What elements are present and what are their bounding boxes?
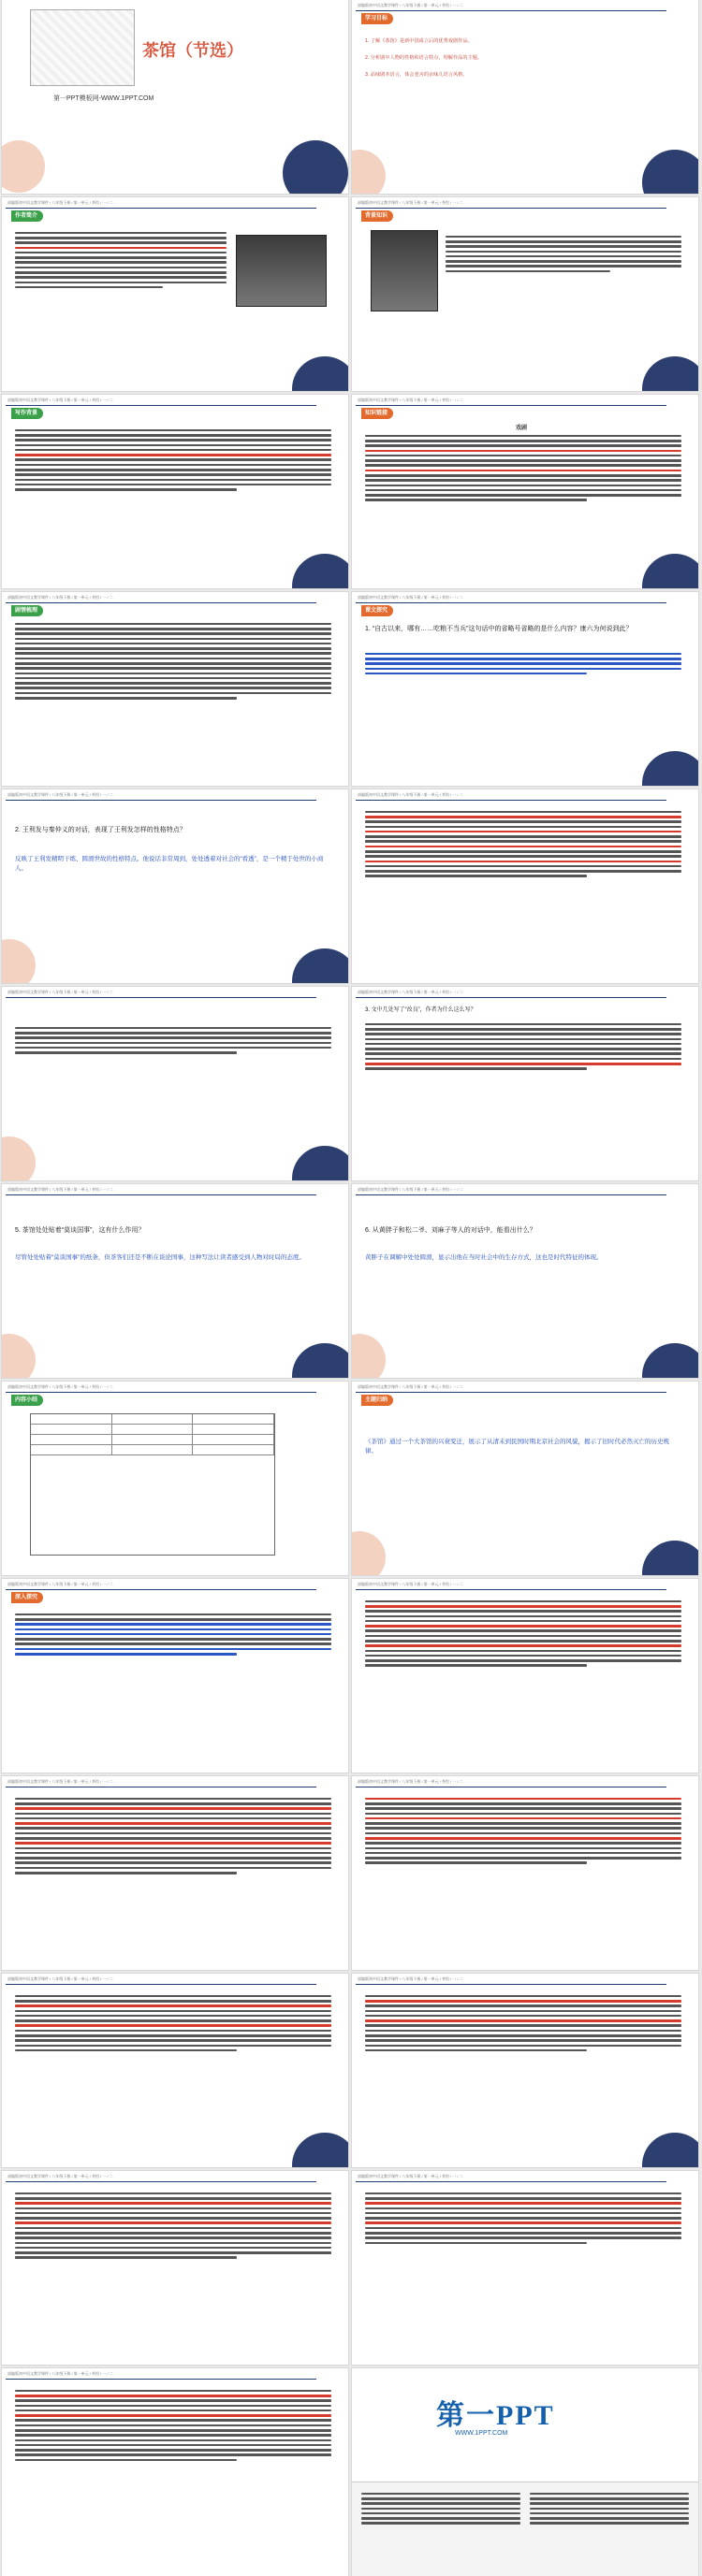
slide-text	[365, 1795, 681, 1867]
slide-title-text: 茶馆（节选）	[142, 41, 243, 60]
slide-header: 部编版初中语文教学课件 / 八年级下册 / 第一单元 / 茶馆 / 一 / 二	[7, 1384, 113, 1389]
objective-2: 2. 分析剧中人物的性格和语言特点，理解作品的主题。	[365, 55, 483, 61]
slide-header: 部编版初中语文教学课件 / 八年级下册 / 第一单元 / 茶馆 / 一 / 二	[358, 792, 463, 797]
characters-text	[365, 1598, 681, 1670]
question-text: 6. 从黄胖子和松二爷、刘麻子等人的对话中，能看出什么？	[365, 1227, 536, 1234]
slide-text-11b[interactable]	[352, 1974, 698, 2167]
slide-header: 部编版初中语文教学课件 / 八年级下册 / 第一单元 / 茶馆 / 一 / 二	[358, 1582, 463, 1586]
slide-header: 部编版初中语文教学课件 / 八年级下册 / 第一单元 / 茶馆 / 一 / 二	[358, 1187, 463, 1192]
slide-header: 部编版初中语文教学课件 / 八年级下册 / 第一单元 / 茶馆 / 一 / 二	[7, 595, 113, 600]
slide-knowledge[interactable]	[352, 395, 698, 588]
author-text	[15, 229, 227, 291]
answer-text: 黄胖子在调解中处处圆滑，显示出他在当时社会中的生存方式，这也是时代特征的体现。	[365, 1254, 603, 1261]
section-tag: 深入探究	[11, 1592, 43, 1603]
slide-title[interactable]	[2, 0, 348, 194]
summary-diagram	[30, 1413, 275, 1556]
slide-header: 部编版初中语文教学课件 / 八年级下册 / 第一单元 / 茶馆 / 一 / 二	[358, 990, 463, 994]
section-tag: 作者简介	[11, 210, 43, 222]
question-text: 3. 文中几处写了“改良”，作者为什么这么写？	[365, 1007, 476, 1013]
slide-text-11a[interactable]	[2, 1974, 348, 2167]
slide-text	[365, 2190, 681, 2247]
question-text: 5. 茶馆处处贴着“莫谈国事”，这有什么作用？	[15, 1227, 145, 1234]
answer-text	[365, 650, 681, 677]
slide-text	[15, 1992, 331, 2054]
background-photo	[371, 230, 438, 311]
knowledge-title: 戏剧	[516, 426, 528, 431]
slide-header: 部编版初中语文教学课件 / 八年级下册 / 第一单元 / 茶馆 / 一 / 二	[7, 398, 113, 402]
slide-writing-background[interactable]	[2, 395, 348, 588]
question-text: 1. “自古以来，哪有……吃粮不当兵”这句话中的省略号省略的是什么内容？康六为何说到此？	[365, 626, 633, 632]
slide-dialogue-table[interactable]	[352, 789, 698, 983]
slide-header: 部编版初中语文教学课件 / 八年级下册 / 第一单元 / 茶馆 / 一 / 二	[7, 1779, 113, 1784]
slide-inquiry-3[interactable]	[352, 987, 698, 1180]
plot-text	[15, 620, 331, 702]
slide-text-12a[interactable]	[2, 2171, 348, 2365]
list-text	[15, 1024, 331, 1056]
section-tag: 知识链接	[361, 408, 393, 419]
slide-deep-inquiry[interactable]	[2, 1579, 348, 1773]
slide-header: 部编版初中语文教学课件 / 八年级下册 / 第一单元 / 茶馆 / 一 / 二	[358, 595, 463, 600]
slide-header: 部编版初中语文教学课件 / 八年级下册 / 第一单元 / 茶馆 / 一 / 二	[358, 2174, 463, 2178]
footer-links	[352, 2482, 698, 2576]
slide-text	[365, 1992, 681, 2054]
section-tag: 课文探究	[361, 605, 393, 616]
background-text	[446, 233, 681, 275]
answer-text: 尽管处处贴着“莫谈国事”的纸条，但茶客们还是不断在谈论国事，这种写法让读者感受到人物对时局的态度。	[15, 1254, 305, 1261]
slide-header: 部编版初中语文教学课件 / 八年级下册 / 第一单元 / 茶馆 / 一 / 二	[7, 792, 113, 797]
slide-header: 部编版初中语文教学课件 / 八年级下册 / 第一单元 / 茶馆 / 一 / 二	[7, 1976, 113, 1981]
slide-text-13a[interactable]	[2, 2368, 348, 2576]
slide-text-12b[interactable]	[352, 2171, 698, 2365]
slide-background[interactable]	[352, 197, 698, 391]
question-text: 2. 王利发与秦仲义的对话，表现了王利发怎样的性格特点？	[15, 827, 186, 833]
section-tag: 背景知识	[361, 210, 393, 222]
slide-list[interactable]	[2, 987, 348, 1180]
slide-summary[interactable]	[2, 1382, 348, 1575]
objective-3: 3. 品味剧本语言，体会老舍的京味儿语言风格。	[365, 72, 468, 78]
slide-inquiry-6[interactable]	[352, 1184, 698, 1378]
slide-theme[interactable]	[352, 1382, 698, 1575]
slide-header: 部编版初中语文教学课件 / 八年级下册 / 第一单元 / 茶馆 / 一 / 二	[7, 200, 113, 205]
section-tag: 主题归纳	[361, 1395, 393, 1406]
slide-header: 部编版初中语文教学课件 / 八年级下册 / 第一单元 / 茶馆 / 一 / 二	[358, 3, 463, 7]
writing-background-text	[15, 427, 331, 493]
slide-header: 部编版初中语文教学课件 / 八年级下册 / 第一单元 / 茶馆 / 一 / 二	[7, 1187, 113, 1192]
slide-brand[interactable]	[352, 2368, 698, 2576]
slide-text-10a[interactable]	[2, 1776, 348, 1970]
author-photo	[236, 235, 327, 307]
slide-inquiry-5[interactable]	[2, 1184, 348, 1378]
section-tag: 剧情梳理	[11, 605, 43, 616]
dialogue-text	[365, 808, 681, 880]
slide-header: 部编版初中语文教学课件 / 八年级下册 / 第一单元 / 茶馆 / 一 / 二	[7, 2174, 113, 2178]
section-tag: 学习目标	[361, 13, 393, 24]
slide-characters[interactable]	[352, 1579, 698, 1773]
slide-objectives[interactable]	[352, 0, 698, 194]
slide-plot[interactable]	[2, 592, 348, 786]
slide-subtitle: 第一PPT模板网-WWW.1PPT.COM	[53, 95, 154, 102]
slide-text-10b[interactable]	[352, 1776, 698, 1970]
slide-header: 部编版初中语文教学课件 / 八年级下册 / 第一单元 / 茶馆 / 一 / 二	[358, 1384, 463, 1389]
slide-text	[15, 2387, 331, 2464]
teahouse-illustration	[30, 9, 135, 86]
brand-logo: 第一PPT	[436, 2400, 555, 2431]
knowledge-text	[365, 432, 681, 504]
deep-inquiry-text	[15, 1611, 331, 1657]
section-tag: 内容小结	[11, 1395, 43, 1406]
slide-inquiry-1[interactable]	[352, 592, 698, 786]
answer-text: 反映了王利发精明干练、圆滑世故的性格特点。他说话非常周到，处处透着对社会的“看透”，是一个精于处世的小商人。	[15, 856, 324, 872]
section-tag: 写作背景	[11, 408, 43, 419]
slide-header: 部编版初中语文教学课件 / 八年级下册 / 第一单元 / 茶馆 / 一 / 二	[7, 990, 113, 994]
slide-header: 部编版初中语文教学课件 / 八年级下册 / 第一单元 / 茶馆 / 一 / 二	[358, 398, 463, 402]
slide-text	[15, 2190, 331, 2262]
brand-url: WWW.1PPT.COM	[455, 2430, 508, 2437]
slide-header: 部编版初中语文教学课件 / 八年级下册 / 第一单元 / 茶馆 / 一 / 二	[358, 200, 463, 205]
objective-1: 1. 了解《茶馆》是新中国成立后的优秀戏剧作品。	[365, 38, 473, 44]
slide-author[interactable]	[2, 197, 348, 391]
slide-text	[15, 1795, 331, 1876]
slide-header: 部编版初中语文教学课件 / 八年级下册 / 第一单元 / 茶馆 / 一 / 二	[7, 2371, 113, 2376]
slide-inquiry-2[interactable]	[2, 789, 348, 983]
slide-header: 部编版初中语文教学课件 / 八年级下册 / 第一单元 / 茶馆 / 一 / 二	[358, 1976, 463, 1981]
inquiry-text	[365, 1020, 681, 1073]
slide-header: 部编版初中语文教学课件 / 八年级下册 / 第一单元 / 茶馆 / 一 / 二	[7, 1582, 113, 1586]
slide-header: 部编版初中语文教学课件 / 八年级下册 / 第一单元 / 茶馆 / 一 / 二	[358, 1779, 463, 1784]
theme-text: 《茶馆》通过一个大茶馆的兴衰变迁，展示了从清末到民国时期北京社会的风貌，揭示了旧时代必然灭亡的历史规律。	[365, 1439, 669, 1454]
